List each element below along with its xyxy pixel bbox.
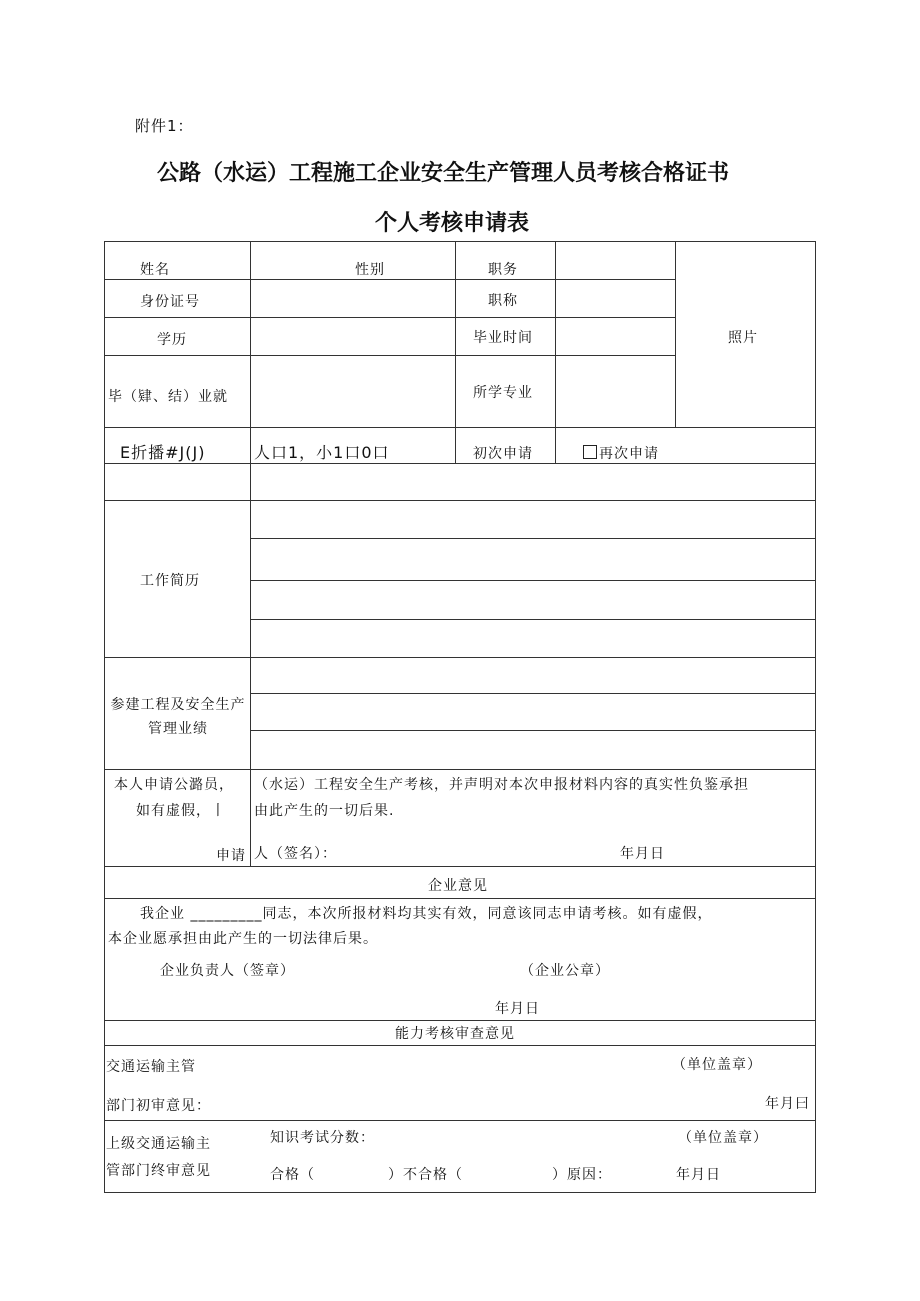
upper-date: 年月日 xyxy=(676,1167,721,1183)
applicant-signature-label: 人（签名）： xyxy=(254,846,337,862)
upper-dept-label-1: 上级交通运输主 xyxy=(106,1136,211,1152)
enterprise-line-1: 我企业 _________同志，本次所报材料均其实有效，同意该同志申请考核。如有虚假， xyxy=(140,906,713,922)
fail-label: ）不合格（ xyxy=(388,1167,463,1183)
reapply-checkbox[interactable] xyxy=(583,443,659,463)
declaration-date: 年月日 xyxy=(620,846,665,862)
attachment-label: 附件1： xyxy=(135,117,194,135)
declaration-left-1: 本人申请公潞员， xyxy=(114,777,234,793)
dept-initial-label-1: 交通运输主管 xyxy=(106,1059,196,1075)
enterprise-leader-sign: 企业负责人（签章） xyxy=(160,963,295,979)
reapply-label: 再次申请 xyxy=(599,446,659,462)
form-title: 公路（水运）工程施工企业安全生产管理人员考核合格证书 xyxy=(157,161,730,186)
school-label: 毕（肄、结）业就 xyxy=(108,389,228,405)
position-label: 职务 xyxy=(488,262,518,278)
dept-initial-label-2: 部门初审意见： xyxy=(106,1098,211,1114)
enterprise-header: 企业意见 xyxy=(428,878,488,894)
enterprise-date: 年月日 xyxy=(495,1001,540,1017)
enterprise-seal: （企业公章） xyxy=(520,963,610,979)
name-label: 姓名 xyxy=(140,262,170,278)
upper-dept-label-2: 管部门终审意见 xyxy=(106,1163,211,1179)
id-number-label: 身份证号 xyxy=(140,294,200,310)
dept-seal: （单位盖章） xyxy=(672,1057,762,1073)
projects-label: 参建工程及安全生产管理业绩 xyxy=(110,697,246,737)
declaration-line-2: 由此产生的一切后果. xyxy=(254,803,395,819)
first-apply-label: 初次申请 xyxy=(473,446,533,462)
title-label: 职称 xyxy=(488,293,518,309)
dept-date: 年月曰 xyxy=(765,1096,810,1112)
form-subtitle: 个人考核申请表 xyxy=(375,211,530,236)
work-history-label: 工作简历 xyxy=(140,573,200,589)
apply-options: 人口1，小1口0口 xyxy=(254,443,390,462)
photo-label: 照片 xyxy=(728,330,758,346)
major-label: 所学专业 xyxy=(473,385,533,401)
sign-left: 申请 xyxy=(216,848,246,864)
reason-label: ）原因： xyxy=(552,1167,612,1183)
gender-label: 性别 xyxy=(355,262,385,278)
education-label: 学历 xyxy=(157,332,187,348)
checkbox-icon xyxy=(583,445,597,459)
declaration-left-2: 如有虚假，丨 xyxy=(136,803,226,819)
enterprise-line-2: 本企业愿承担由此产生的一切法律后果。 xyxy=(108,931,378,947)
declaration-line-1: （水运）工程安全生产考核，并声明对本次申报材料内容的真实性负鉴承担 xyxy=(254,777,749,793)
upper-seal: （单位盖章） xyxy=(678,1130,768,1146)
exam-score-label: 知识考试分数： xyxy=(270,1130,375,1146)
pass-label: 合格（ xyxy=(270,1167,315,1183)
grad-time-label: 毕业时间 xyxy=(473,330,533,346)
review-header: 能力考核审查意见 xyxy=(395,1026,515,1042)
apply-type-label: E折播#J(J) xyxy=(120,443,206,462)
